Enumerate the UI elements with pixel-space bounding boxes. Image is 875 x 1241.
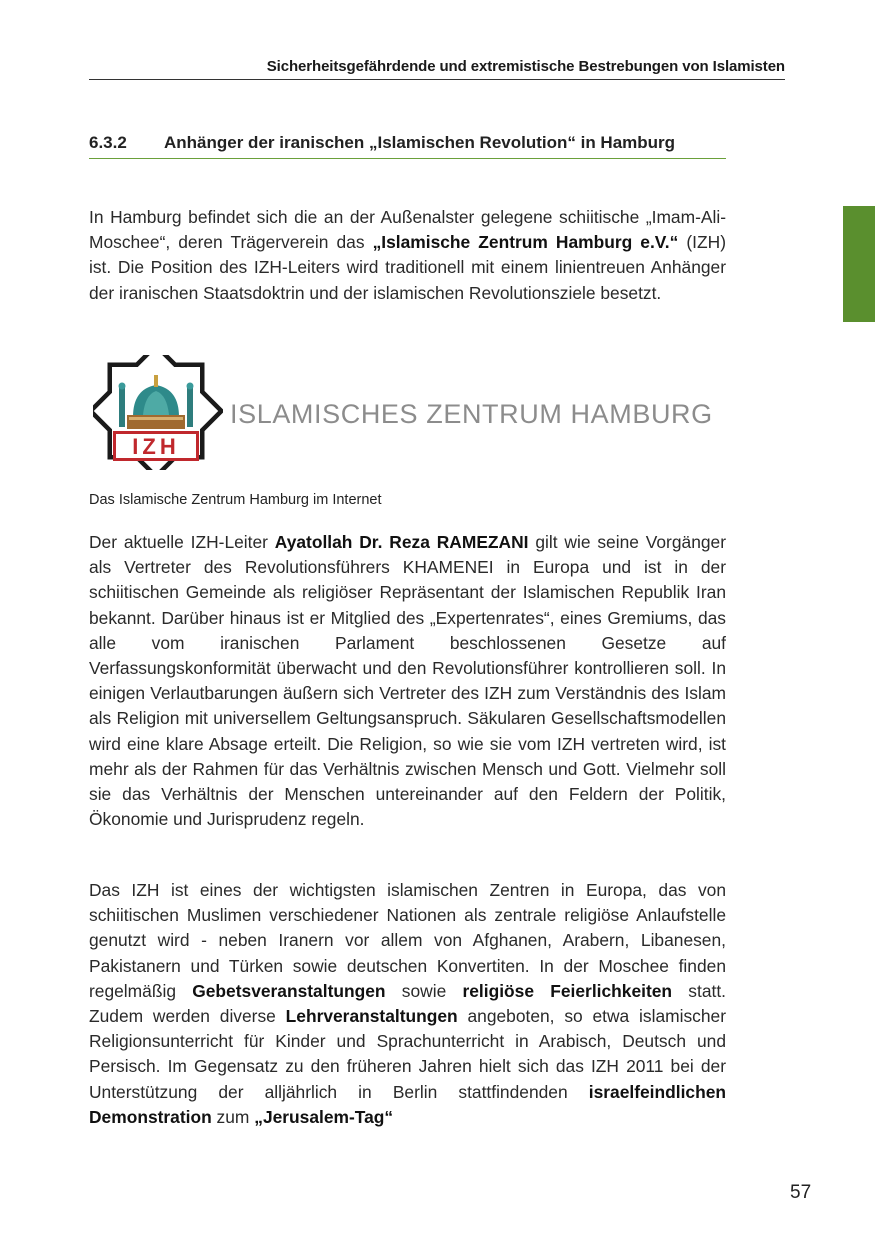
figure-caption: Das Islamische Zentrum Hamburg im Internet <box>89 492 382 508</box>
running-header <box>89 58 785 80</box>
emphasis-courses: Lehrveranstaltungen <box>285 1006 458 1027</box>
izh-logo <box>93 355 733 470</box>
emphasis-jerusalem-day: „Jerusalem-Tag“ <box>254 1106 394 1127</box>
running-title: Sicherheitsgefährdende und extremistische Bestrebungen von Islamisten <box>266 58 785 75</box>
logo-wordmark: ISLAMISCHES ZENTRUM HAMBURG <box>230 399 713 429</box>
paragraph-leader: Der aktuelle IZH-Leiter Ayatollah Dr. Reza RAMEZANI gilt wie seine Vorgänger als Vertreter des Revolutionsführers KHAMENEI in Europa und ist in der schiitischen Gemeinde als religiöser Repräsentant der Islamischen Republik Iran bekannt. Darüber hinaus ist er Mitglied des „Expertenrates“, eines Gremiums, das alle vom iranischen Parlament beschlossenen Gesetze auf Verfassungskonformität überwacht und den Revolutionsführer kontrollieren soll. In einigen Verlautbarungen äußern sich Vertreter des IZH zum Verständnis des Islam als Religion mit universellem Geltungsanspruch. Säkularen Gesellschaftsmodellen wird eine klare Absage erteilt. Die Religion, so wie sie vom IZH vertreten wird, ist mehr als der Rahmen für das Verhältnis zwischen Mensch und Gott. Vielmehr soll sie das Verhältnis der Menschen untereinander auf den Feldern der Politik, Ökonomie und Jurisprudenz regeln. <box>89 532 726 830</box>
paragraph-activities: Das IZH ist eines der wichtigsten islamischen Zentren in Europa, das von schiitischen Muslimen verschiedener Nationen als zentrale religiöse Anlaufstelle genutzt wird - neben Iranern vor allem von Afghanen, Arabern, Libanesen, Pakistanern und Türken sowie deutschen Konvertiten. In der Moschee finden regelmäßig Gebetsveranstaltungen sowie religiöse Feierlichkeiten statt. Zudem werden diverse Lehrveranstaltungen angeboten, so etwa islamischer Religionsunterricht für Kinder und Sprachunterricht in Arabisch, Deutsch und Persisch. Im Gegensatz zu den früheren Jahren hielt sich das IZH 2011 bei der Unterstützung der alljährlich in Berlin stattfindenden israelfeindlichen Demonstration zum „Jerusalem-Tag“ <box>89 880 727 1127</box>
izh-emblem-icon <box>93 355 223 470</box>
section-number: 6.3.2 <box>89 133 127 152</box>
emphasis-prayer-events: Gebetsveranstaltungen <box>192 980 386 1001</box>
logo-abbrev: IZH <box>132 434 180 459</box>
emphasis-izh-name: „Islamische Zentrum Hamburg e.V.“ <box>372 232 679 253</box>
page-number: 57 <box>790 1182 812 1203</box>
emphasis-demonstration: israelfeindlichen Demonstration <box>89 1081 726 1127</box>
section-title: Anhänger der iranischen „Islamischen Revolution“ in Hamburg <box>164 133 676 152</box>
paragraph-intro: In Hamburg befindet sich die an der Außenalster gelegene schiitische „Imam-Ali-Moschee“, deren Trägerverein das „Islamische Zentrum Hamburg e.V.“ (IZH) ist. Die Position des IZH-Leiters wird traditionell mit einem linientreuen Anhänger der iranischen Staatsdoktrin und der islamischen Revolutionsziele besetzt. <box>89 207 726 303</box>
section-heading <box>89 130 726 159</box>
emphasis-religious-celebrations: religiöse Feierlichkeiten <box>462 980 673 1001</box>
emphasis-leader-name: Ayatollah Dr. Reza RAMEZANI <box>274 532 529 552</box>
chapter-tab-marker <box>843 206 875 322</box>
